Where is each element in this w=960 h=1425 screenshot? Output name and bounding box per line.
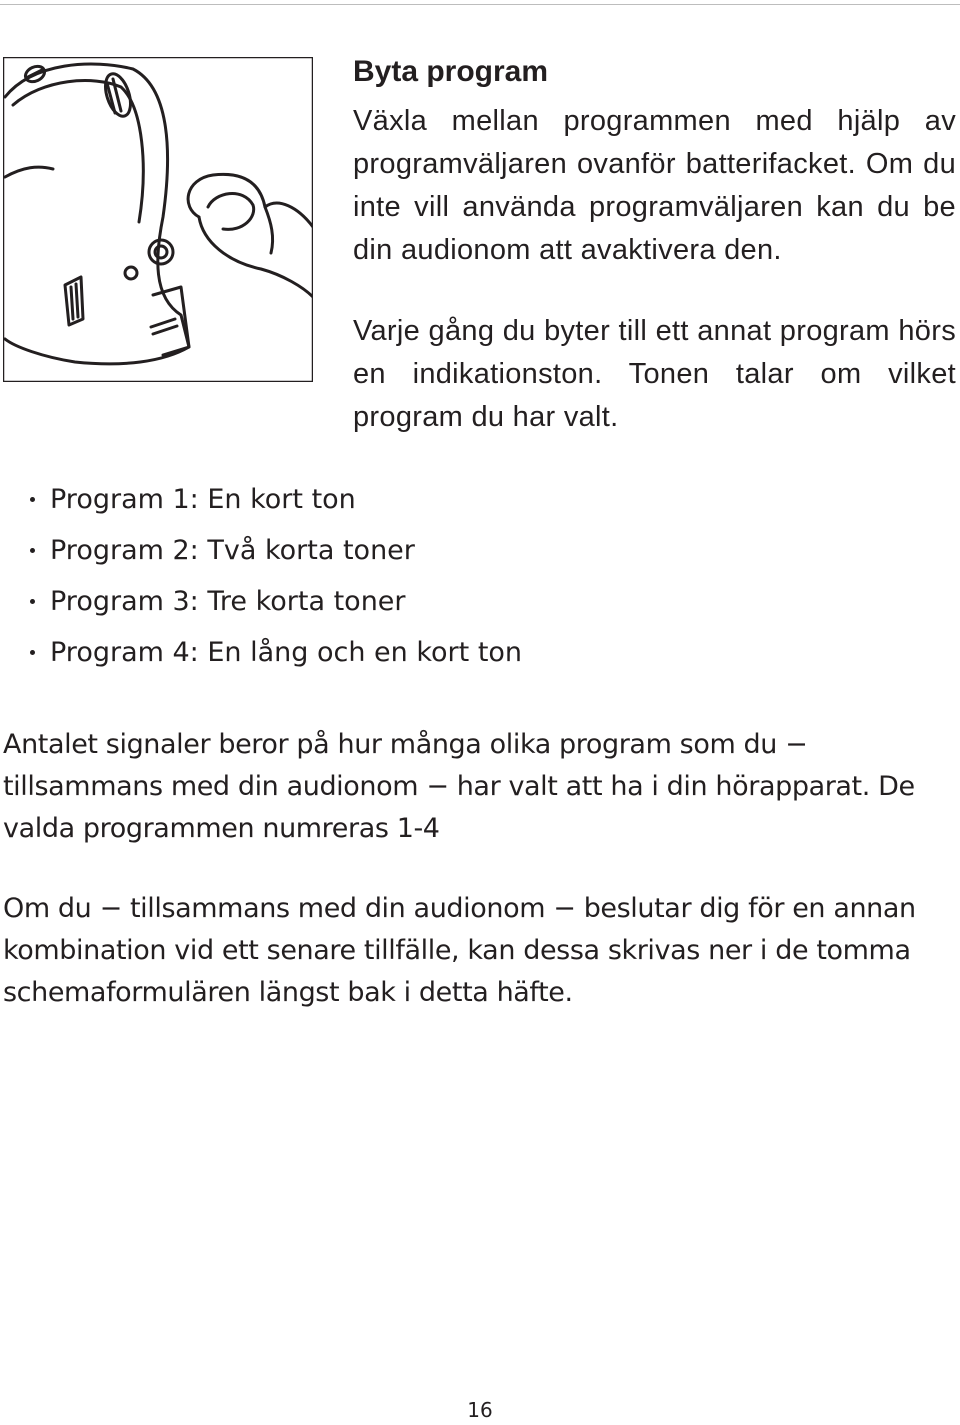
program-tone-list bbox=[0, 474, 522, 678]
bullet-icon bbox=[30, 548, 35, 553]
top-rule bbox=[0, 4, 960, 5]
list-item bbox=[0, 576, 522, 627]
bullet-icon bbox=[30, 599, 35, 604]
list-item-label: Program 1: En kort ton bbox=[50, 484, 356, 515]
bullet-icon bbox=[30, 497, 35, 502]
page-number: 16 bbox=[467, 1398, 493, 1422]
list-item-label: Program 4: En lång och en kort ton bbox=[50, 637, 523, 668]
switch-program-paragraph: Växla mellan programmen med hjälp av programväljaren ovanför batterifacket. Om du inte vill använda programväljaren kan du be din audionom att avaktivera den. bbox=[353, 105, 956, 266]
section-heading: Byta program bbox=[353, 55, 549, 88]
indicator-tone-paragraph: Varje gång du byter till ett annat program hörs en indikationston. Tonen talar om vilket program du har valt. bbox=[353, 315, 956, 433]
list-item-label: Program 3: Tre korta toner bbox=[50, 586, 406, 617]
list-item bbox=[0, 627, 522, 678]
list-item bbox=[0, 525, 522, 576]
list-item bbox=[0, 474, 522, 525]
combination-paragraph: Om du − tillsammans med din audionom − beslutar dig för en annan kombination vid ett senare tillfälle, kan dessa skrivas ner i de tomma schemaformulären längst bak i detta häfte. bbox=[3, 893, 916, 1008]
bullet-icon bbox=[30, 650, 35, 655]
list-item-label: Program 2: Två korta toner bbox=[50, 535, 415, 566]
hearing-aid-illustration bbox=[3, 57, 313, 382]
signals-paragraph: Antalet signaler beror på hur många olika program som du − tillsammans med din audionom − har valt att ha i din hörapparat. De valda programmen numreras 1-4 bbox=[3, 729, 915, 844]
